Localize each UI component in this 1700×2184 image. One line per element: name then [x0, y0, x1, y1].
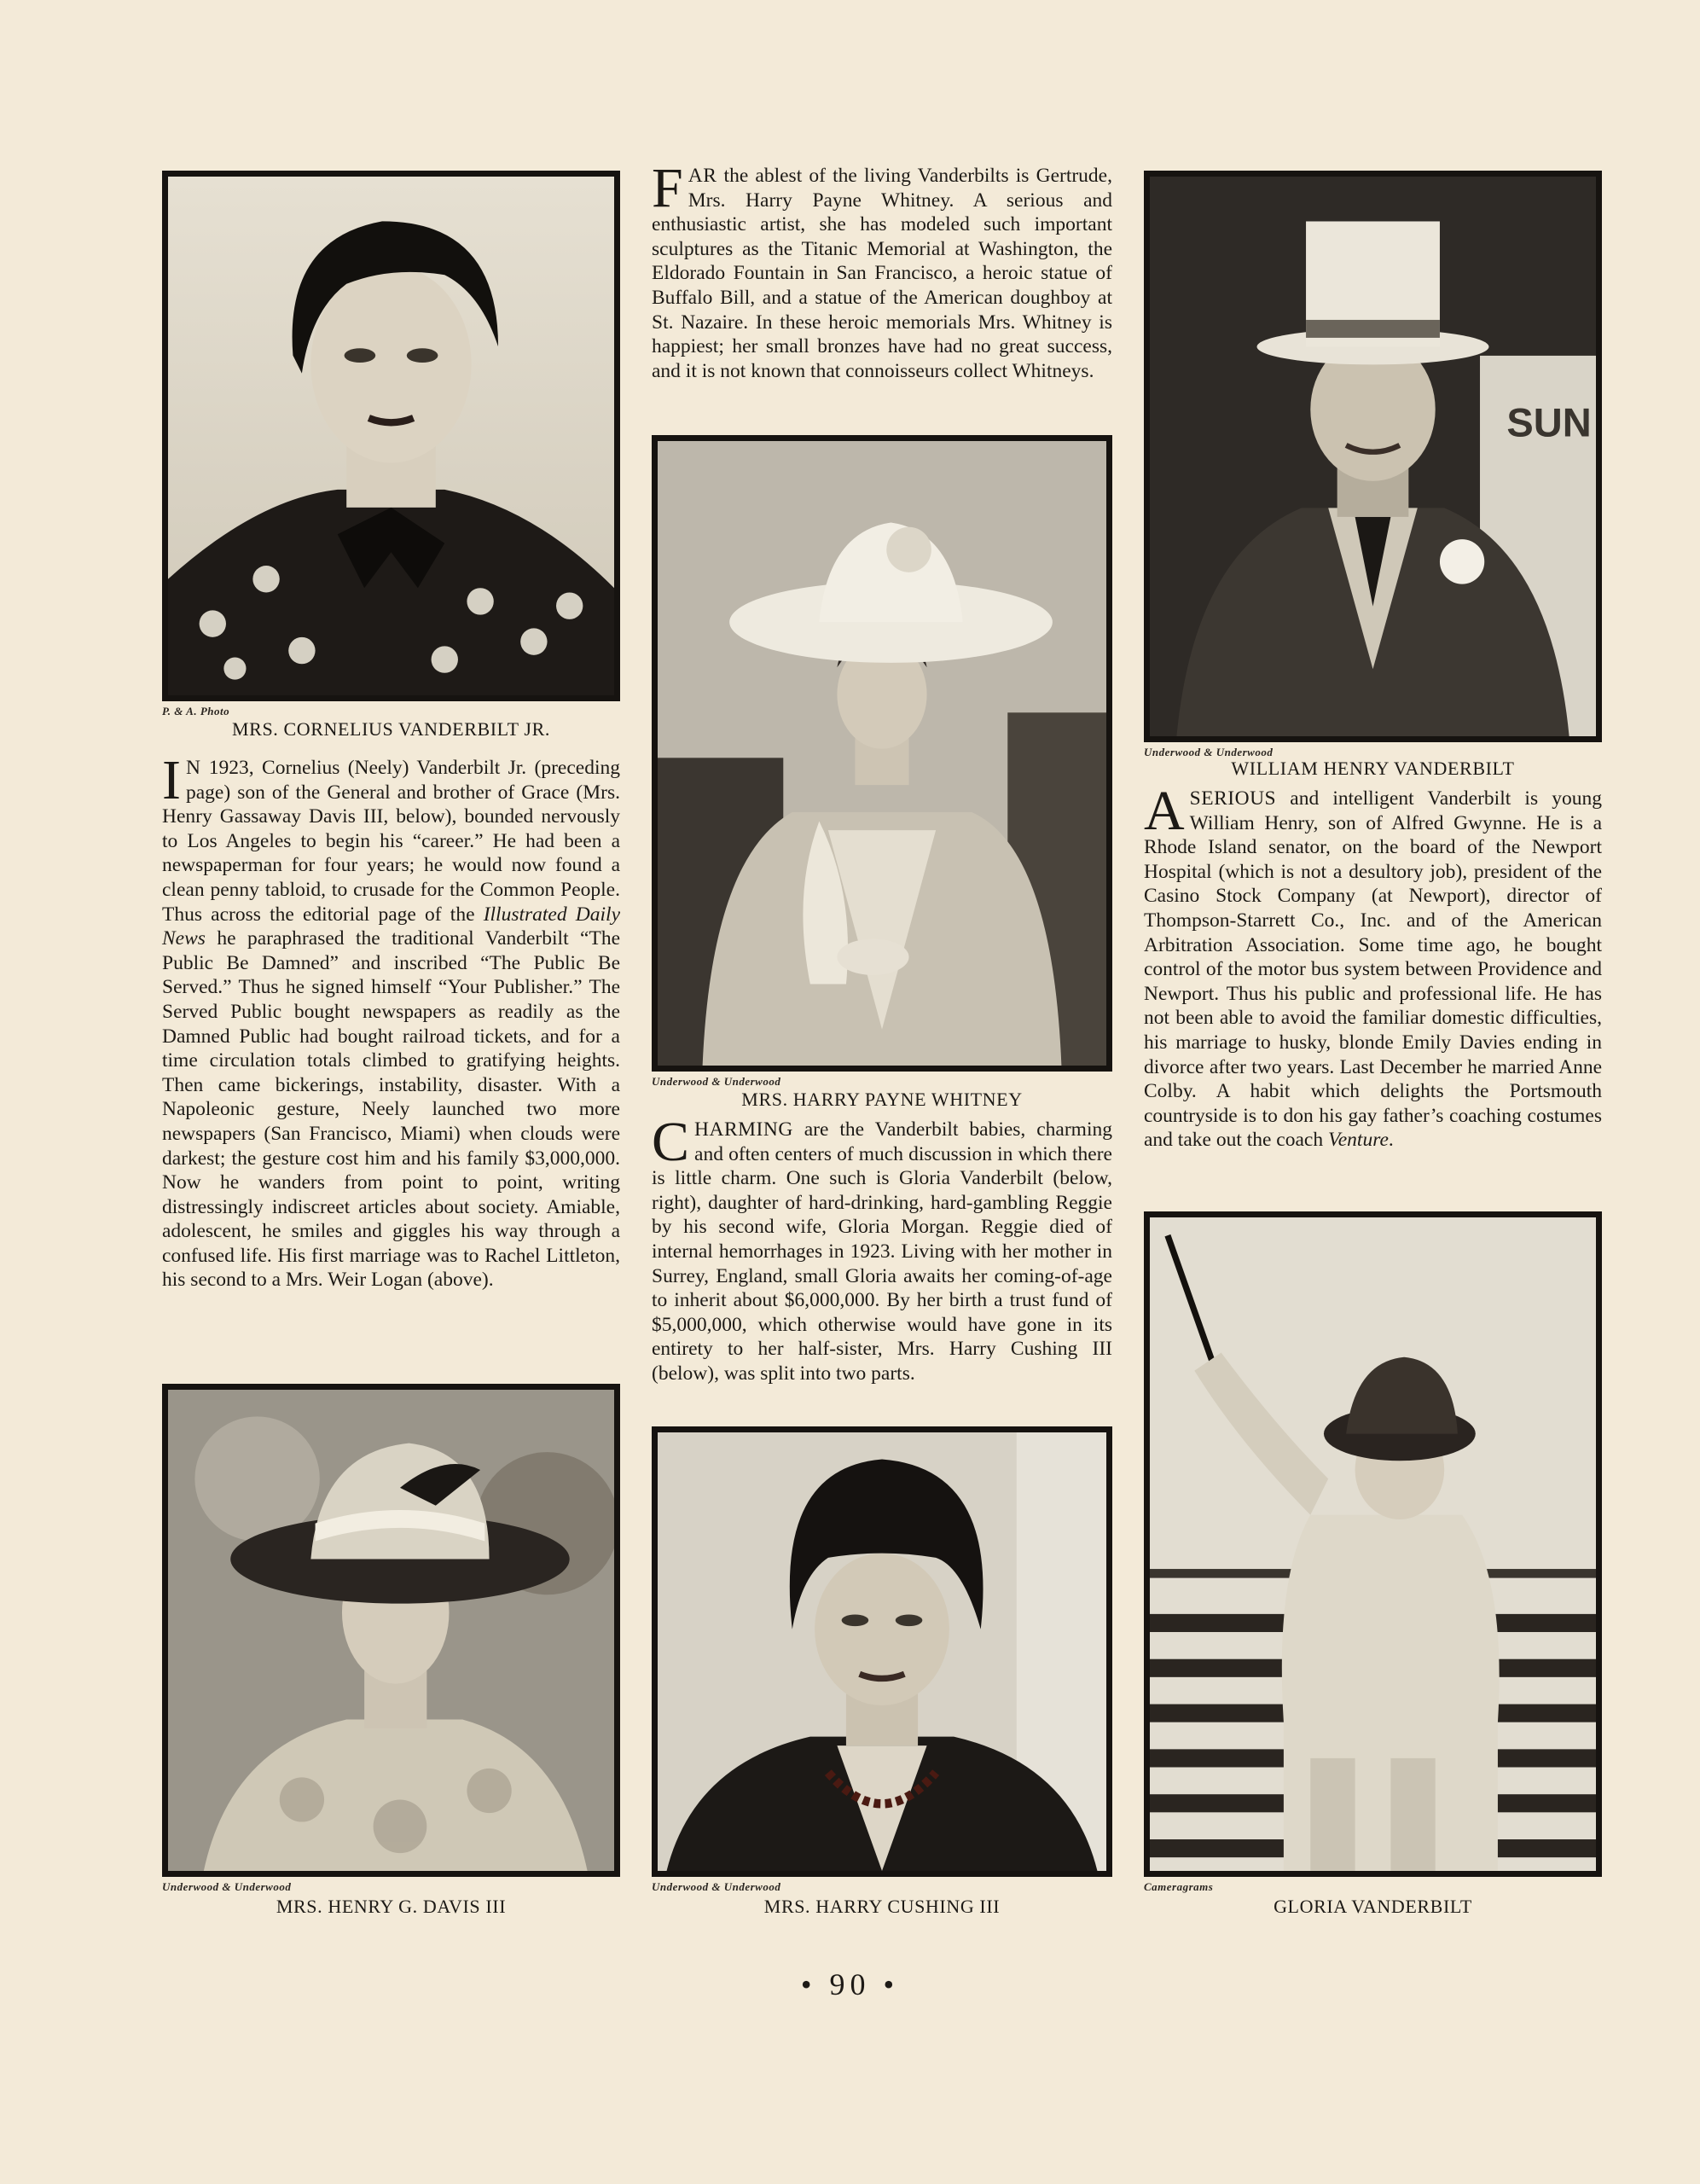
lead-word: AR — [688, 165, 717, 187]
drop-cap: F — [652, 157, 683, 219]
photo-credit: Underwood & Underwood — [652, 1880, 781, 1893]
photo-caption: MRS. CORNELIUS VANDERBILT JR. — [232, 718, 550, 740]
photo-credit: Underwood & Underwood — [1144, 746, 1274, 758]
article-text-continued: . — [1388, 1129, 1394, 1152]
photo-caption: MRS. HARRY CUSHING III — [763, 1896, 1001, 1917]
photo-caption: MRS. HENRY G. DAVIS III — [276, 1896, 507, 1917]
article-neely — [162, 749, 620, 1292]
photo-caption: WILLIAM HENRY VANDERBILT — [1231, 758, 1515, 779]
drop-cap: I — [162, 749, 181, 811]
newspaper-title: Illustrated Daily News — [162, 903, 620, 950]
photo-mrs-harry-payne-whitney — [652, 435, 1112, 1072]
drop-cap: A — [1144, 780, 1185, 842]
photo-gloria-vanderbilt — [1144, 1211, 1602, 1877]
photo-credit: Cameragrams — [1144, 1880, 1214, 1893]
photo-mrs-henry-davis — [162, 1384, 620, 1877]
lead-word: HARMING — [694, 1118, 793, 1141]
article-text: and intelligent Vanderbilt is young William Henry, son of Alfred Gwynne. He is a Rhode Island senator, on the board of the Newport Hospital (which is not a desultory job), president of the Casino Stock Company (at Newport), director of Thompson-Starrett Co., Inc. and of the American Arbitration Association. Some time ago, he bought control of the motor bus system between Providence and Newport. Thus his public and professional life. He has not been able to avoid the familiar domestic difficulties, his marriage to husky, blonde Emily Davies ending in divorce after two years. Last December he married Anne Colby. A habit which delights the Portsmouth countryside is to don his gay father’s coaching costumes and take out the coach — [1144, 787, 1602, 1152]
coach-name: Venture — [1327, 1129, 1389, 1152]
article-babies — [652, 1111, 1112, 1386]
page-number: • 90 • — [800, 1967, 900, 2001]
article-text: 1923, Cornelius (Neely) Vanderbilt Jr. (preceding page) son of the General and brother of Grace (Mrs. Henry Gassaway Davis III, below), bounded nervously to Los Angeles to begin his “career.” He had been a newspaperman for four years; he would now found a clean penny tabloid, to crusade for the Common People. Thus across the editorial page of the — [162, 757, 620, 926]
article-text: the ablest of the living Vanderbilts is Gertrude, Mrs. Harry Payne Whitney. A serious and enthusiastic artist, she has modeled such important sculptures as the Titanic Memorial at Washington, the Eldorado Fountain in San Francisco, a heroic statue of Buffalo Bill, and a statue of the American doughboy at St. Nazaire. In these heroic memorials Mrs. Whitney is happiest; her small bronzes have had no great success, and it is not known that connoisseurs collect Whitneys. — [652, 165, 1112, 382]
article-gertrude — [652, 157, 1112, 383]
photo-credit: Underwood & Underwood — [652, 1075, 781, 1088]
photo-credit: P. & A. Photo — [162, 705, 230, 717]
photo-credit: Underwood & Underwood — [162, 1880, 292, 1893]
photo-mrs-harry-cushing — [652, 1426, 1112, 1877]
photo-caption: GLORIA VANDERBILT — [1274, 1896, 1472, 1917]
lead-word: SERIOUS — [1189, 787, 1277, 810]
photo-caption: MRS. HARRY PAYNE WHITNEY — [741, 1089, 1023, 1110]
article-text-continued: he paraphrased the traditional Vanderbilt “The Public Be Damned” and inscribed “The Public Be Served.” Thus he signed himself “Your Publisher.” The Served Public bought newspapers as readily as the Damned Public had bought railroad tickets, and for a time circulation totals climbed to gratifying heights. Then came bickerings, instability, disaster. With a Napoleonic gesture, Neely launched two more newspapers (San Francisco, Miami) when clouds were darkest; the gesture cost him and his family $3,000,000. Now he wanders from point to point, writing distressingly indiscreet articles about society. Amiable, adolescent, he smiles and giggles his way through a confused life. His first marriage was to Rachel Littleton, his second to a Mrs. Weir Logan (above). — [162, 927, 620, 1292]
lead-word: N — [185, 757, 201, 779]
street-sign-text: SUN — [1506, 399, 1592, 445]
photo-william-henry-vanderbilt — [1144, 171, 1602, 742]
article-text: are the Vanderbilt babies, charming and often centers of much discussion in which there is little charm. One such is Gloria Vanderbilt (below, right), daughter of hard-drinking, hard-gambling Reggie by his second wife, Gloria Morgan. Reggie died of internal hemorrhages in 1923. Living with her mother in Surrey, England, small Gloria awaits her coming-of-age to inherit about $6,000,000. By her birth a trust fund of $5,000,000, which otherwise would have gone in its entirety to her half-sister, Mrs. Harry Cushing III (below), was split into two parts. — [652, 1118, 1112, 1385]
article-william — [1144, 780, 1602, 1153]
drop-cap: C — [652, 1111, 690, 1173]
photo-cornelius-vanderbilt — [162, 171, 620, 701]
